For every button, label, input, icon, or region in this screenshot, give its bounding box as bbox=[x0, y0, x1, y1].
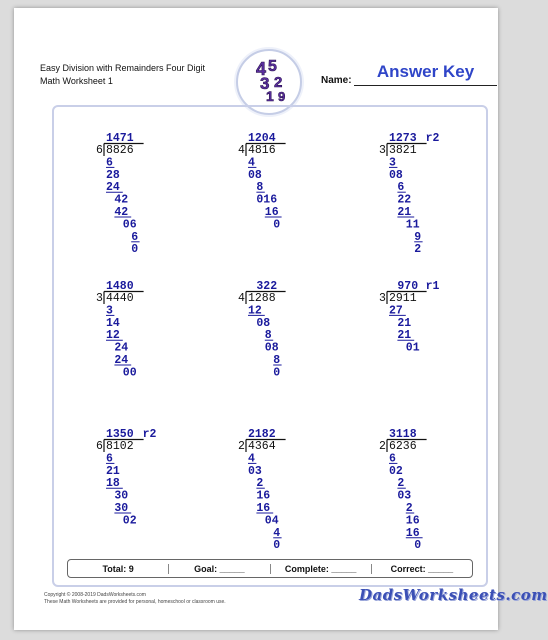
remainder: r2 bbox=[142, 428, 157, 441]
score-bar bbox=[67, 559, 473, 578]
work-step: 02 bbox=[389, 464, 403, 478]
quotient: 970 bbox=[397, 280, 419, 293]
copyright-line-2: These Math Worksheets are provided for personal, homeschool or classroom use. bbox=[44, 599, 226, 605]
remainder: r2 bbox=[425, 132, 440, 145]
work-step: 08 bbox=[264, 341, 279, 355]
work-step: 02 bbox=[122, 514, 137, 528]
work-step: 24 bbox=[114, 341, 129, 355]
work-step: 01 bbox=[405, 341, 420, 355]
quotient: 1273 bbox=[389, 132, 417, 145]
division-problem bbox=[236, 131, 336, 266]
dividend: 4364 bbox=[248, 440, 276, 453]
emblem-icon bbox=[238, 51, 300, 113]
complete-field[interactable]: Complete: _____ bbox=[270, 564, 371, 574]
emblem-digit: 9 bbox=[278, 89, 286, 104]
work-step: 03 bbox=[397, 489, 412, 503]
answer-key-label: Answer Key bbox=[376, 62, 475, 81]
name-line[interactable] bbox=[354, 85, 497, 86]
title-line-2: Math Worksheet 1 bbox=[40, 76, 113, 86]
work-step: 6 bbox=[397, 181, 405, 195]
work-step: 16 bbox=[256, 502, 271, 515]
division-problem bbox=[377, 279, 477, 414]
emblem-digit: 3 bbox=[260, 74, 270, 93]
work-step: 2 bbox=[256, 477, 264, 491]
dividend: 2911 bbox=[389, 292, 417, 305]
divisor: 3 bbox=[379, 292, 386, 305]
work-step: 6 bbox=[106, 156, 113, 170]
work-step: 2 bbox=[414, 243, 422, 257]
quotient: 322 bbox=[256, 280, 278, 293]
division-problem bbox=[377, 131, 477, 266]
work-step: 04 bbox=[264, 514, 279, 528]
work-step: 18 bbox=[106, 477, 120, 491]
work-step: 6 bbox=[106, 452, 113, 466]
division-problem bbox=[94, 131, 194, 266]
work-step: 21 bbox=[106, 464, 120, 478]
work-step: 42 bbox=[114, 193, 129, 207]
name-label: Name: bbox=[321, 75, 352, 86]
divisor: 4 bbox=[238, 292, 245, 305]
work-step: 4 bbox=[273, 526, 281, 540]
work-step: 0 bbox=[414, 539, 422, 553]
work-step: 24 bbox=[106, 181, 120, 195]
work-step: 30 bbox=[114, 489, 129, 503]
work-step: 4 bbox=[248, 156, 255, 170]
title-line-1: Easy Division with Remainders Four Digit bbox=[40, 63, 206, 73]
work-step: 12 bbox=[106, 329, 120, 343]
work-step: 21 bbox=[397, 206, 412, 219]
work-step: 6 bbox=[389, 452, 396, 466]
work-step: 2 bbox=[397, 477, 405, 491]
dividend: 6236 bbox=[389, 440, 417, 453]
divisor: 6 bbox=[96, 440, 103, 453]
dividend: 1288 bbox=[248, 292, 276, 305]
remainder: r1 bbox=[425, 280, 440, 293]
dividend: 4816 bbox=[248, 144, 276, 157]
work-step: 2 bbox=[405, 502, 413, 515]
work-step: 4 bbox=[248, 452, 255, 466]
work-step: 14 bbox=[106, 316, 120, 330]
work-step: 08 bbox=[256, 316, 271, 330]
work-step: 8 bbox=[264, 329, 272, 343]
quotient: 2182 bbox=[248, 428, 276, 441]
division-problem bbox=[236, 279, 336, 414]
work-step: 06 bbox=[122, 218, 137, 232]
work-step: 12 bbox=[248, 304, 262, 318]
work-step: 27 bbox=[389, 304, 403, 318]
emblem-digit: 4 bbox=[256, 59, 267, 79]
work-step: 08 bbox=[248, 168, 262, 182]
work-step: 0 bbox=[131, 243, 139, 257]
work-step: 16 bbox=[256, 489, 271, 503]
work-step: 016 bbox=[256, 193, 278, 207]
worksheet-title bbox=[40, 62, 220, 88]
division-problem bbox=[236, 427, 336, 562]
emblem-digit: 1 bbox=[266, 88, 274, 104]
quotient: 1480 bbox=[106, 280, 134, 293]
divisor: 6 bbox=[96, 144, 103, 157]
emblem-digit: 2 bbox=[274, 74, 283, 91]
work-step: 30 bbox=[114, 502, 129, 515]
work-step: 8 bbox=[273, 354, 281, 367]
dividend: 3821 bbox=[389, 144, 417, 157]
work-step: 3 bbox=[389, 156, 396, 170]
division-problem bbox=[94, 279, 194, 414]
divisor: 2 bbox=[379, 440, 386, 453]
division-problem bbox=[94, 427, 194, 562]
work-step: 00 bbox=[122, 366, 137, 380]
divisor: 3 bbox=[379, 144, 386, 157]
work-step: 21 bbox=[397, 329, 412, 343]
work-step: 03 bbox=[248, 464, 262, 478]
quotient: 1471 bbox=[106, 132, 134, 145]
work-step: 8 bbox=[256, 181, 264, 195]
total-field: Total: 9 bbox=[102, 563, 134, 574]
work-step: 08 bbox=[389, 168, 403, 182]
work-step: 24 bbox=[114, 354, 129, 367]
work-step: 0 bbox=[273, 366, 281, 380]
work-step: 21 bbox=[397, 316, 412, 330]
work-step: 9 bbox=[414, 230, 422, 244]
work-step: 42 bbox=[114, 206, 129, 219]
quotient: 3118 bbox=[389, 428, 417, 441]
divisor: 3 bbox=[96, 292, 103, 305]
division-problem bbox=[377, 427, 477, 562]
work-step: 0 bbox=[273, 539, 281, 553]
quotient: 1350 bbox=[106, 428, 134, 441]
dividend: 8102 bbox=[106, 440, 134, 453]
work-step: 28 bbox=[106, 168, 120, 182]
copyright-line-1: Copyright © 2008-2019 DadsWorksheets.com bbox=[44, 592, 146, 598]
work-step: 16 bbox=[405, 514, 420, 528]
work-step: 11 bbox=[405, 218, 420, 232]
work-step: 22 bbox=[397, 193, 412, 207]
dividend: 4440 bbox=[106, 292, 134, 305]
work-step: 3 bbox=[106, 304, 113, 318]
work-step: 16 bbox=[405, 526, 420, 540]
dividend: 8826 bbox=[106, 144, 134, 157]
copyright-notice bbox=[44, 592, 226, 606]
work-step: 16 bbox=[264, 206, 279, 219]
work-step: 0 bbox=[273, 218, 281, 232]
worksheet-page bbox=[14, 8, 548, 630]
divisor: 2 bbox=[238, 440, 245, 453]
divisor: 4 bbox=[238, 144, 245, 157]
site-logo[interactable]: DadsWorksheets.com bbox=[359, 586, 548, 604]
emblem-digit: 5 bbox=[268, 58, 277, 75]
correct-field[interactable]: Correct: _____ bbox=[371, 564, 472, 574]
quotient: 1204 bbox=[248, 132, 276, 145]
work-step: 6 bbox=[131, 230, 139, 244]
goal-field[interactable]: Goal: _____ bbox=[168, 564, 269, 574]
